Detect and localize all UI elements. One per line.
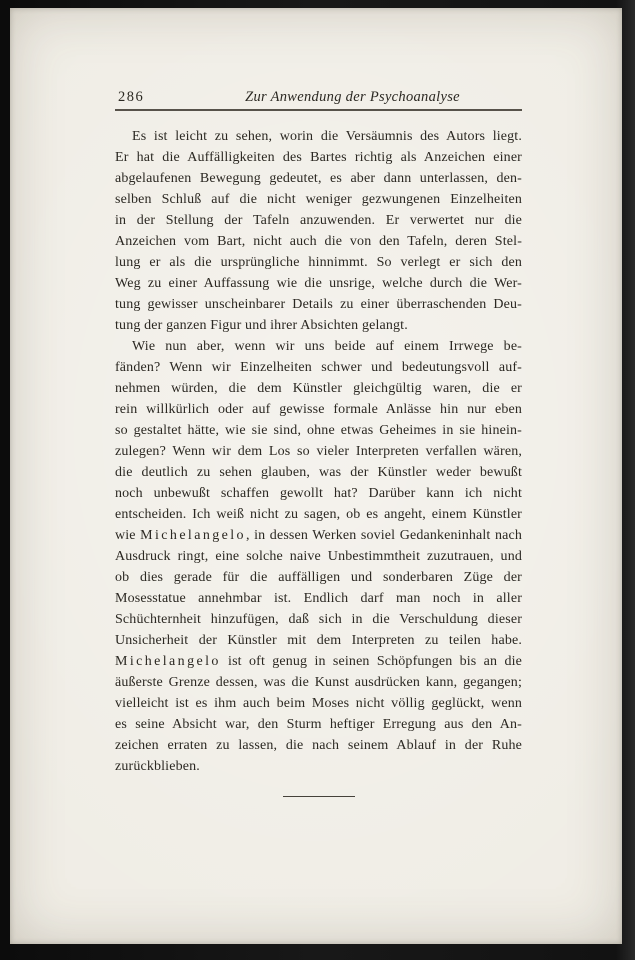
text-segment: ist oft genug in seinen Schöpfungen bis an die <box>220 653 522 669</box>
text-line <box>115 189 522 210</box>
letterspaced-name: Michelangelo <box>140 527 246 543</box>
text-line <box>115 693 522 714</box>
text-segment: Wie nun aber, wenn wir uns beide auf einem Irrwege be- <box>132 338 522 354</box>
text-segment: Unsicherheit der Künstler mit dem Interpreten zu teilen habe. <box>115 632 522 648</box>
text-segment: wie <box>115 527 141 543</box>
text-line <box>115 462 522 483</box>
text-segment: rein willkürlich oder auf gewisse formale Anlässe hin nur eben <box>115 401 522 417</box>
text-segment: zeichen erraten zu lassen, die nach seinem Ablauf in der Ruhe <box>115 737 522 753</box>
text-line <box>115 252 522 273</box>
text-segment: Es ist leicht zu sehen, worin die Versäumnis des Autors liegt. <box>132 128 522 144</box>
text-line <box>115 756 522 777</box>
text-segment: die deutlich zu sehen glauben, was der Künstler weder bewußt <box>115 464 522 480</box>
text-segment: fänden? Wenn wir Einzelheiten schwer und bedeutungsvoll auf- <box>115 359 522 375</box>
text-segment: Schüchternheit hinzufügen, daß sich in die Verschuldung dieser <box>115 611 522 627</box>
text-line <box>115 525 522 546</box>
text-line <box>115 147 522 168</box>
text-segment: abgelaufenen Bewegung gedeutet, es aber dann unterlassen, den- <box>115 170 522 186</box>
text-line <box>115 441 522 462</box>
text-line <box>115 357 522 378</box>
text-segment: entscheiden. Ich weiß nicht zu sagen, ob es angeht, einem Künstler <box>115 506 522 522</box>
text-segment: Anzeichen vom Bart, nicht auch die von den Tafeln, deren Stel- <box>115 233 522 249</box>
text-line <box>115 609 522 630</box>
text-segment: Weg zu einer Auffassung wie die unsrige, welche durch die Wer- <box>115 275 522 291</box>
text-line <box>115 483 522 504</box>
text-line <box>115 714 522 735</box>
text-segment: Ausdruck ringt, eine solche naive Unbestimmtheit zuzutrauen, und <box>115 548 522 564</box>
section-end-rule <box>283 796 355 798</box>
text-segment: so gestaltet hätte, wie sie sind, ohne etwas Geheimes in sie hinein- <box>115 422 522 438</box>
text-line <box>115 672 522 693</box>
text-line <box>115 546 522 567</box>
text-segment: , in dessen Werken soviel Gedankeninhalt nach <box>245 527 522 543</box>
book-page <box>10 8 622 944</box>
text-line <box>115 210 522 231</box>
running-title: Zur Anwendung der Psychoanalyse <box>245 89 460 105</box>
text-line <box>115 651 522 672</box>
text-line <box>115 126 522 147</box>
page-number: 286 <box>118 89 145 105</box>
text-segment: Er hat die Auffälligkeiten des Bartes richtig als Anzeichen einer <box>115 149 522 165</box>
text-segment: zurückblieben. <box>115 758 200 774</box>
text-segment: tung der ganzen Figur und ihrer Absichten gelangt. <box>115 317 408 333</box>
text-segment: lung er als die ursprüngliche hinnimmt. So verlegt er sich den <box>115 254 522 270</box>
text-segment: tung gewisser unscheinbarer Details zu einer überraschenden Deu- <box>115 296 522 312</box>
page-header <box>115 88 522 106</box>
text-line <box>115 630 522 651</box>
text-line <box>115 273 522 294</box>
text-segment: selben Schluß auf die nicht weniger gezwungenen Einzelheiten <box>115 191 522 207</box>
text-segment: äußerste Grenze dessen, was die Kunst ausdrücken kann, gegangen; <box>115 674 522 690</box>
text-line <box>115 315 522 336</box>
paragraph <box>115 336 522 777</box>
text-segment: ob dies gerade für die auffälligen und sonderbaren Züge der <box>115 569 522 585</box>
text-segment: Mosesstatue annehmbar ist. Endlich darf man noch in aller <box>115 590 522 606</box>
text-segment: noch unbewußt schaffen gewollt hat? Darüber kann ich nicht <box>115 485 522 501</box>
text-line <box>115 504 522 525</box>
text-line <box>115 336 522 357</box>
text-line <box>115 567 522 588</box>
text-line <box>115 420 522 441</box>
text-segment: es seine Absicht war, den Sturm heftiger Erregung aus den An- <box>115 716 522 732</box>
text-line <box>115 378 522 399</box>
text-segment: vielleicht ist es ihm auch beim Moses nicht völlig geglückt, wenn <box>115 695 522 711</box>
text-line <box>115 231 522 252</box>
text-line <box>115 735 522 756</box>
text-segment: nehmen würden, die dem Künstler gleichgültig waren, die er <box>115 380 522 396</box>
body-text <box>115 126 522 777</box>
text-segment: in der Stellung der Tafeln anzuwenden. Er verwertet nur die <box>115 212 522 228</box>
paragraph <box>115 126 522 336</box>
text-line <box>115 588 522 609</box>
text-segment: zulegen? Wenn wir dem Los so vieler Interpreten verfallen wären, <box>115 443 522 459</box>
text-line <box>115 399 522 420</box>
letterspaced-name: Michelangelo <box>115 653 221 669</box>
text-line <box>115 168 522 189</box>
text-line <box>115 294 522 315</box>
header-rule <box>115 109 522 111</box>
text-block <box>115 88 522 797</box>
